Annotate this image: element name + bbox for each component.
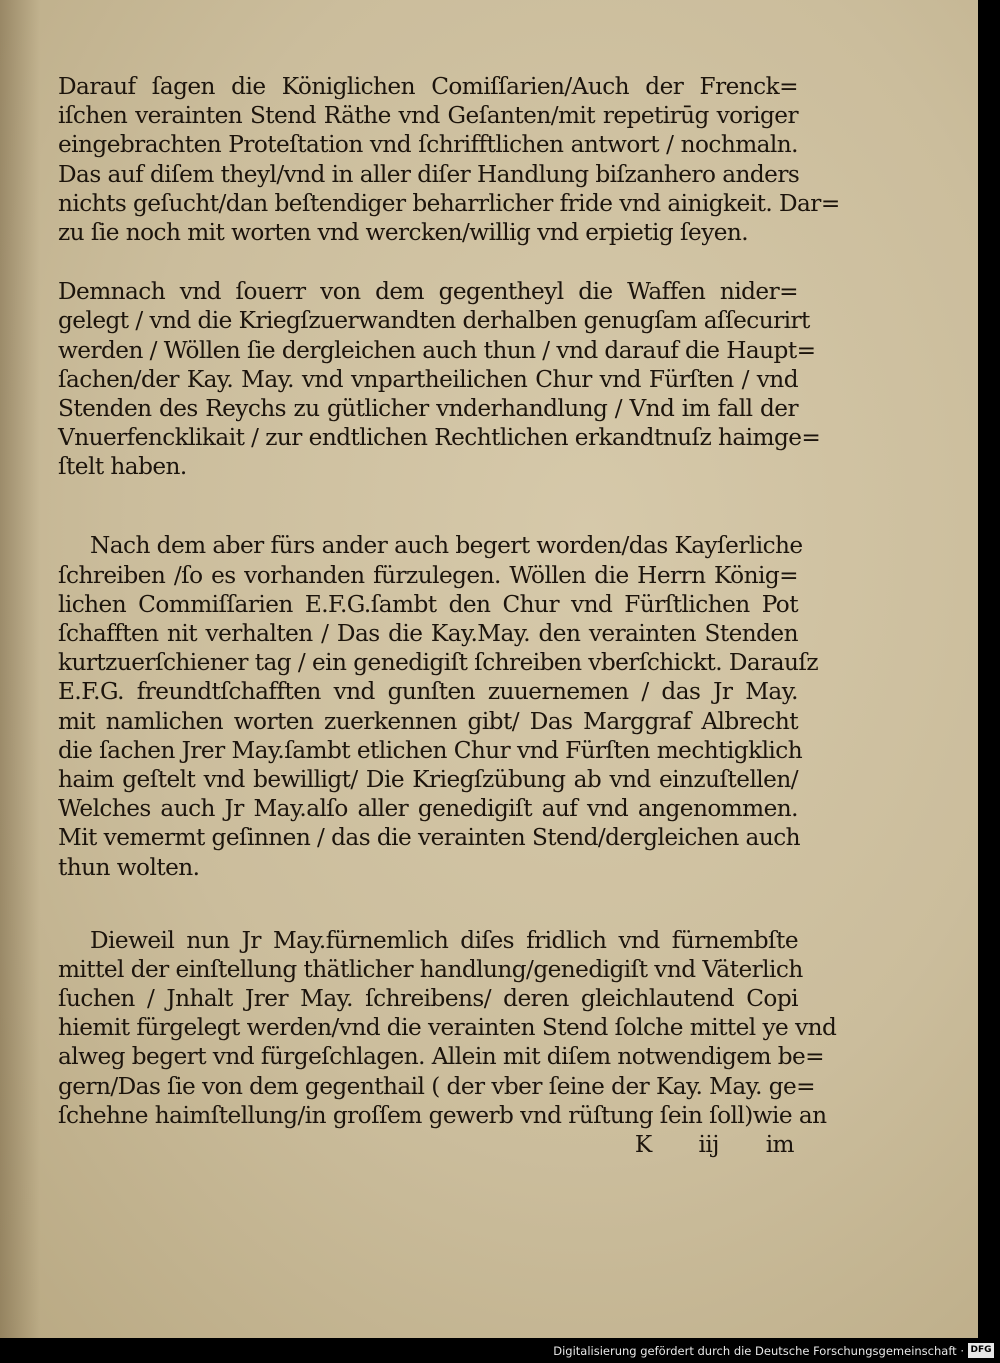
text-line: ſtelt haben. [58,453,187,481]
text-line: haim geſtelt vnd bewilligt/ Die Kriegſzübung ab vnd einzuſtellen/ [58,765,798,793]
text-line: ſchreiben /ſo es vorhanden fürzulegen. Wöllen die Herrn König= [58,561,798,589]
text-line: iſchen verainten Stend Räthe vnd Geſanten/mit repetirūg voriger [58,102,798,130]
text-line: hiemit fürgelegt werden/vnd die verainten Stend ſolche mittel ye vnd [58,1014,837,1042]
text-line: ſachen/der Kay. May. vnd vnpartheilichen Chur vnd Fürſten / vnd [58,365,798,393]
text-line: Welches auch Jr May.alſo aller genedigiſt auf vnd angenommen. [58,795,798,823]
text-line: zu ſie noch mit worten vnd wercken/willig vnd erpietig ſeyen. [58,218,749,246]
text-line: Dieweil nun Jr May.fürnemlich diſes fridlich vnd fürnembſte [90,926,798,954]
text-line: thun wolten. [58,853,200,881]
paragraph-1 [58,72,840,247]
text-line: alweg begert vnd fürgeſchlagen. Allein mit diſem notwendigem be= [58,1043,825,1071]
dfg-logo-icon: DFG [968,1343,994,1358]
paragraph-3 [58,531,819,881]
text-line: E.F.G. freundtſchafften vnd gunſten zuuernemen / das Jr May. [58,678,798,706]
text-line: gelegt / vnd die Kriegſzuerwandten derhalben genugſam aſſecurirt [58,307,810,335]
text-line: Demnach vnd ſouerr von dem gegentheyl die Waffen nider= [58,278,798,306]
gutter-shadow [0,0,40,1338]
text-line: lichen Commiſſarien E.F.G.ſambt den Chur vnd Fürſtlichen Pot [58,590,798,618]
text-line: Darauf ſagen die Königlichen Comiſſarien/Auch der Frenck= [58,73,798,100]
paragraph-4 [58,926,837,1160]
signature-catchword-line: K iij im [634,1131,794,1158]
text-line: gern/Das ſie von dem gegenthail ( der vber ſeine der Kay. May. ge= [58,1072,816,1100]
text-line: Das auf diſem theyl/vnd in aller diſer Handlung biſzanhero anders [58,160,800,188]
text-line: Mit vemermt geſinnen / das die verainten Stend/dergleichen auch [58,824,801,852]
text-line: die ſachen Jrer May.ſambt etlichen Chur vnd Fürſten mechtigklich [58,736,803,764]
text-line: mittel der einſtellung thätlicher handlung/genedigiſt vnd Väterlich [58,955,803,983]
text-line: Stenden des Reychs zu gütlicher vnderhandlung / Vnd im fall der [58,394,798,422]
text-line: Nach dem aber fürs ander auch begert worden/das Kayſerliche [90,532,803,560]
text-line: kurtzuerſchiener tag / ein genedigiſt ſchreiben vberſchickt. Darauſz [58,649,819,677]
text-line: Vnuerfencklikait / zur endtlichen Rechtlichen erkandtnuſz haimge= [58,424,821,452]
text-block [58,72,840,1200]
text-line: ſuchen / Jnhalt Jrer May. ſchreibens/ deren gleichlautend Copi [58,985,798,1013]
text-line: ſchafften nit verhalten / Das die Kay.May. den verainten Stenden [58,620,798,647]
paragraph-2 [58,277,821,481]
text-line: nichts geſucht/dan beſtendiger beharrlicher fride vnd ainigkeit. Dar= [58,189,840,217]
text-line: ſchehne haimſtellung/in groſſem gewerb vnd rüſtung ſein ſoll)wie an [58,1101,827,1129]
text-line: mit namlichen worten zuerkennen gibt/ Das Marggraf Albrecht [58,707,798,735]
text-line: werden / Wöllen ſie dergleichen auch thun / vnd darauf die Haupt= [58,336,816,364]
funding-notice: Digitalisierung gefördert durch die Deutsche Forschungsgemeinschaft · [553,1344,964,1358]
footer-bar [0,1340,1000,1363]
text-line: eingebrachten Proteſtation vnd ſchrifftlichen antwort / nochmaln. [58,131,798,159]
